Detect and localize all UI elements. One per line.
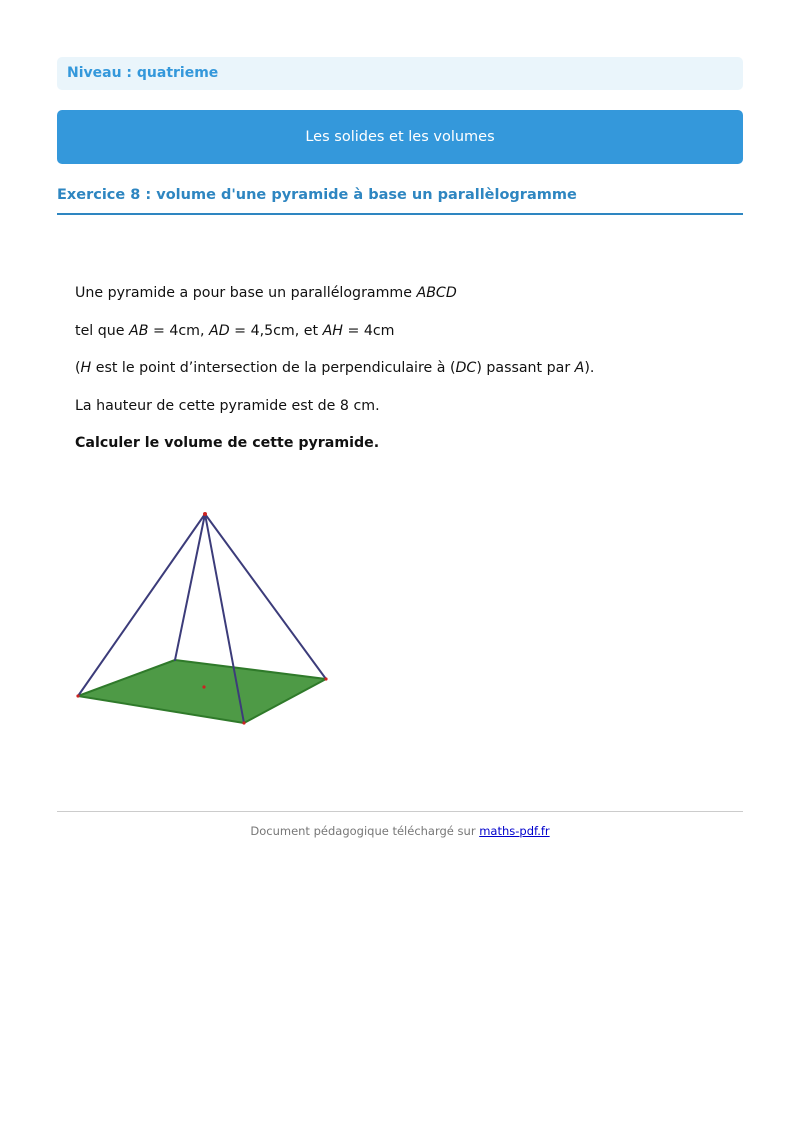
statement-line-4: La hauteur de cette pyramide est de 8 cm. <box>75 397 380 414</box>
statement-text: = 4,5cm, et <box>229 322 323 339</box>
pyramid-edge-right <box>205 514 326 679</box>
base-center-point <box>202 685 205 688</box>
statement-math: AH <box>322 322 343 339</box>
apex-point <box>203 512 207 516</box>
statement-text: ( <box>75 360 81 376</box>
statement-text: ). <box>584 360 595 376</box>
footer-divider <box>57 811 743 812</box>
statement-question: Calculer le volume de cette pyramide. <box>75 435 380 451</box>
exercise-title: Exercice 8 : volume d'une pyramide à base un parallèlogramme <box>57 185 743 215</box>
level-label: Niveau : quatrieme <box>57 57 743 90</box>
statement-math: H <box>80 360 92 376</box>
statement-text: tel que <box>75 322 129 339</box>
vertex-point <box>242 721 245 724</box>
statement-line-1 <box>75 283 675 321</box>
pyramid-base <box>78 660 326 723</box>
statement-text: Une pyramide a pour base un parallélogramme <box>75 285 417 301</box>
pyramid-figure <box>70 505 340 735</box>
footer-link[interactable]: maths-pdf.fr <box>479 824 550 838</box>
statement-line-3 <box>75 358 675 396</box>
statement-math: AD <box>209 322 230 339</box>
statement-math: A <box>574 360 585 376</box>
statement-line-2 <box>75 321 675 359</box>
footer <box>57 824 743 838</box>
statement-math: AB <box>128 322 149 339</box>
exercise-statement <box>75 283 675 471</box>
statement-math: ABCD <box>416 285 457 301</box>
statement-math: DC <box>455 360 477 376</box>
statement-text: = 4cm <box>342 322 395 339</box>
vertex-point <box>76 694 79 697</box>
chapter-banner: Les solides et les volumes <box>57 110 743 164</box>
footer-text: Document pédagogique téléchargé sur <box>250 824 480 838</box>
statement-text: ) passant par <box>476 360 575 376</box>
vertex-point <box>324 677 327 680</box>
statement-text: est le point d’intersection de la perpendiculaire à ( <box>91 360 456 376</box>
statement-text: = 4cm, <box>148 322 210 339</box>
